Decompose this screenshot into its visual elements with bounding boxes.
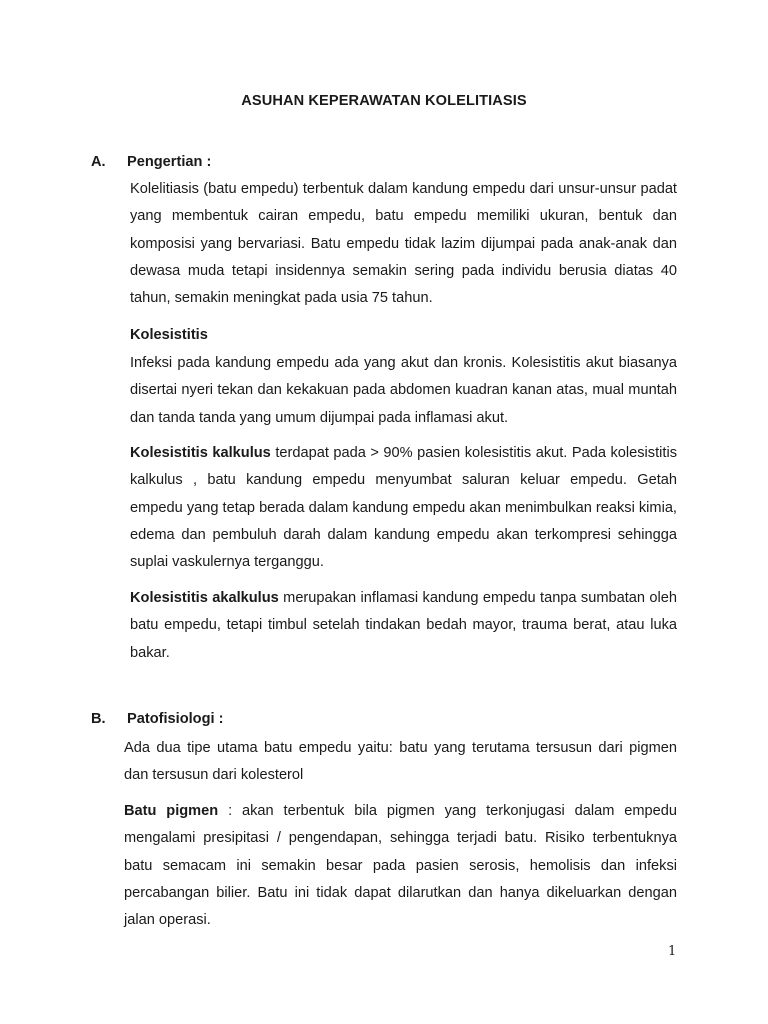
section-a-heading: Pengertian : xyxy=(127,154,212,170)
page-number: 1 xyxy=(668,944,677,959)
kalkulus-term: Kolesistitis kalkulus xyxy=(130,445,271,461)
pigmen-text: : akan terbentuk bila pigmen yang terkonjugasi dalam empedu mengalami presipitasi / pengendapan, sehingga terjadi batu. Risiko terbentuknya batu semacam ini semakin besar pada pasien serosis, hemolisis dan infeksi percabangan bilier. Batu ini tidak dapat dilarutkan dan hanya dikeluarkan dengan jalan operasi. xyxy=(124,803,678,929)
section-b-intro: Ada dua tipe utama batu empedu yaitu: batu yang terutama tersusun dari pigmen dan tersusun dari kolesterol xyxy=(124,740,677,784)
section-b-letter: B. xyxy=(91,711,106,727)
kolesistitis-heading: Kolesistitis xyxy=(130,327,208,343)
kolesistitis-text: Infeksi pada kandung empedu ada yang akut dan kronis. Kolesistitis akut biasanya disertai nyeri tekan dan kekakuan pada abdomen kuadran kanan atas, mual muntah dan tanda tanda yang umum dijumpai pada inflamasi akut. xyxy=(130,355,677,426)
pigmen-paragraph xyxy=(124,798,677,934)
document-title: ASUHAN KEPERAWATAN KOLELITIASIS xyxy=(241,93,527,109)
section-a-letter: A. xyxy=(91,154,106,170)
akalkulus-paragraph xyxy=(130,585,677,667)
pigmen-term: Batu pigmen xyxy=(124,803,219,819)
akalkulus-term: Kolesistitis akalkulus xyxy=(130,590,279,606)
akalkulus-text: merupakan inflamasi kandung empedu tanpa sumbatan oleh batu empedu, tetapi timbul setelah tindakan bedah mayor, trauma berat, atau luka bakar. xyxy=(130,590,677,661)
kalkulus-paragraph xyxy=(130,440,677,576)
kalkulus-text: terdapat pada > 90% pasien kolesistitis akut. Pada kolesistitis kalkulus , batu kandung empedu menyumbat saluran keluar empedu. Getah empedu yang tetap berada dalam kandung empedu akan menimbulkan reaksi kimia, edema dan pembuluh darah dalam kandung empedu akan terkompresi sehingga suplai vaskulernya terganggu. xyxy=(130,445,677,571)
section-a-intro: Kolelitiasis (batu empedu) terbentuk dalam kandung empedu dari unsur-unsur padat yang membentuk cairan empedu, batu empedu memiliki ukuran, bentuk dan komposisi yang bervariasi. Batu empedu tidak lazim dijumpai pada anak-anak dan dewasa muda tetapi insidennya semakin sering pada individu berusia diatas 40 tahun, semakin meningkat pada usia 75 tahun. xyxy=(130,181,677,307)
section-b-heading: Patofisiologi : xyxy=(127,711,224,727)
